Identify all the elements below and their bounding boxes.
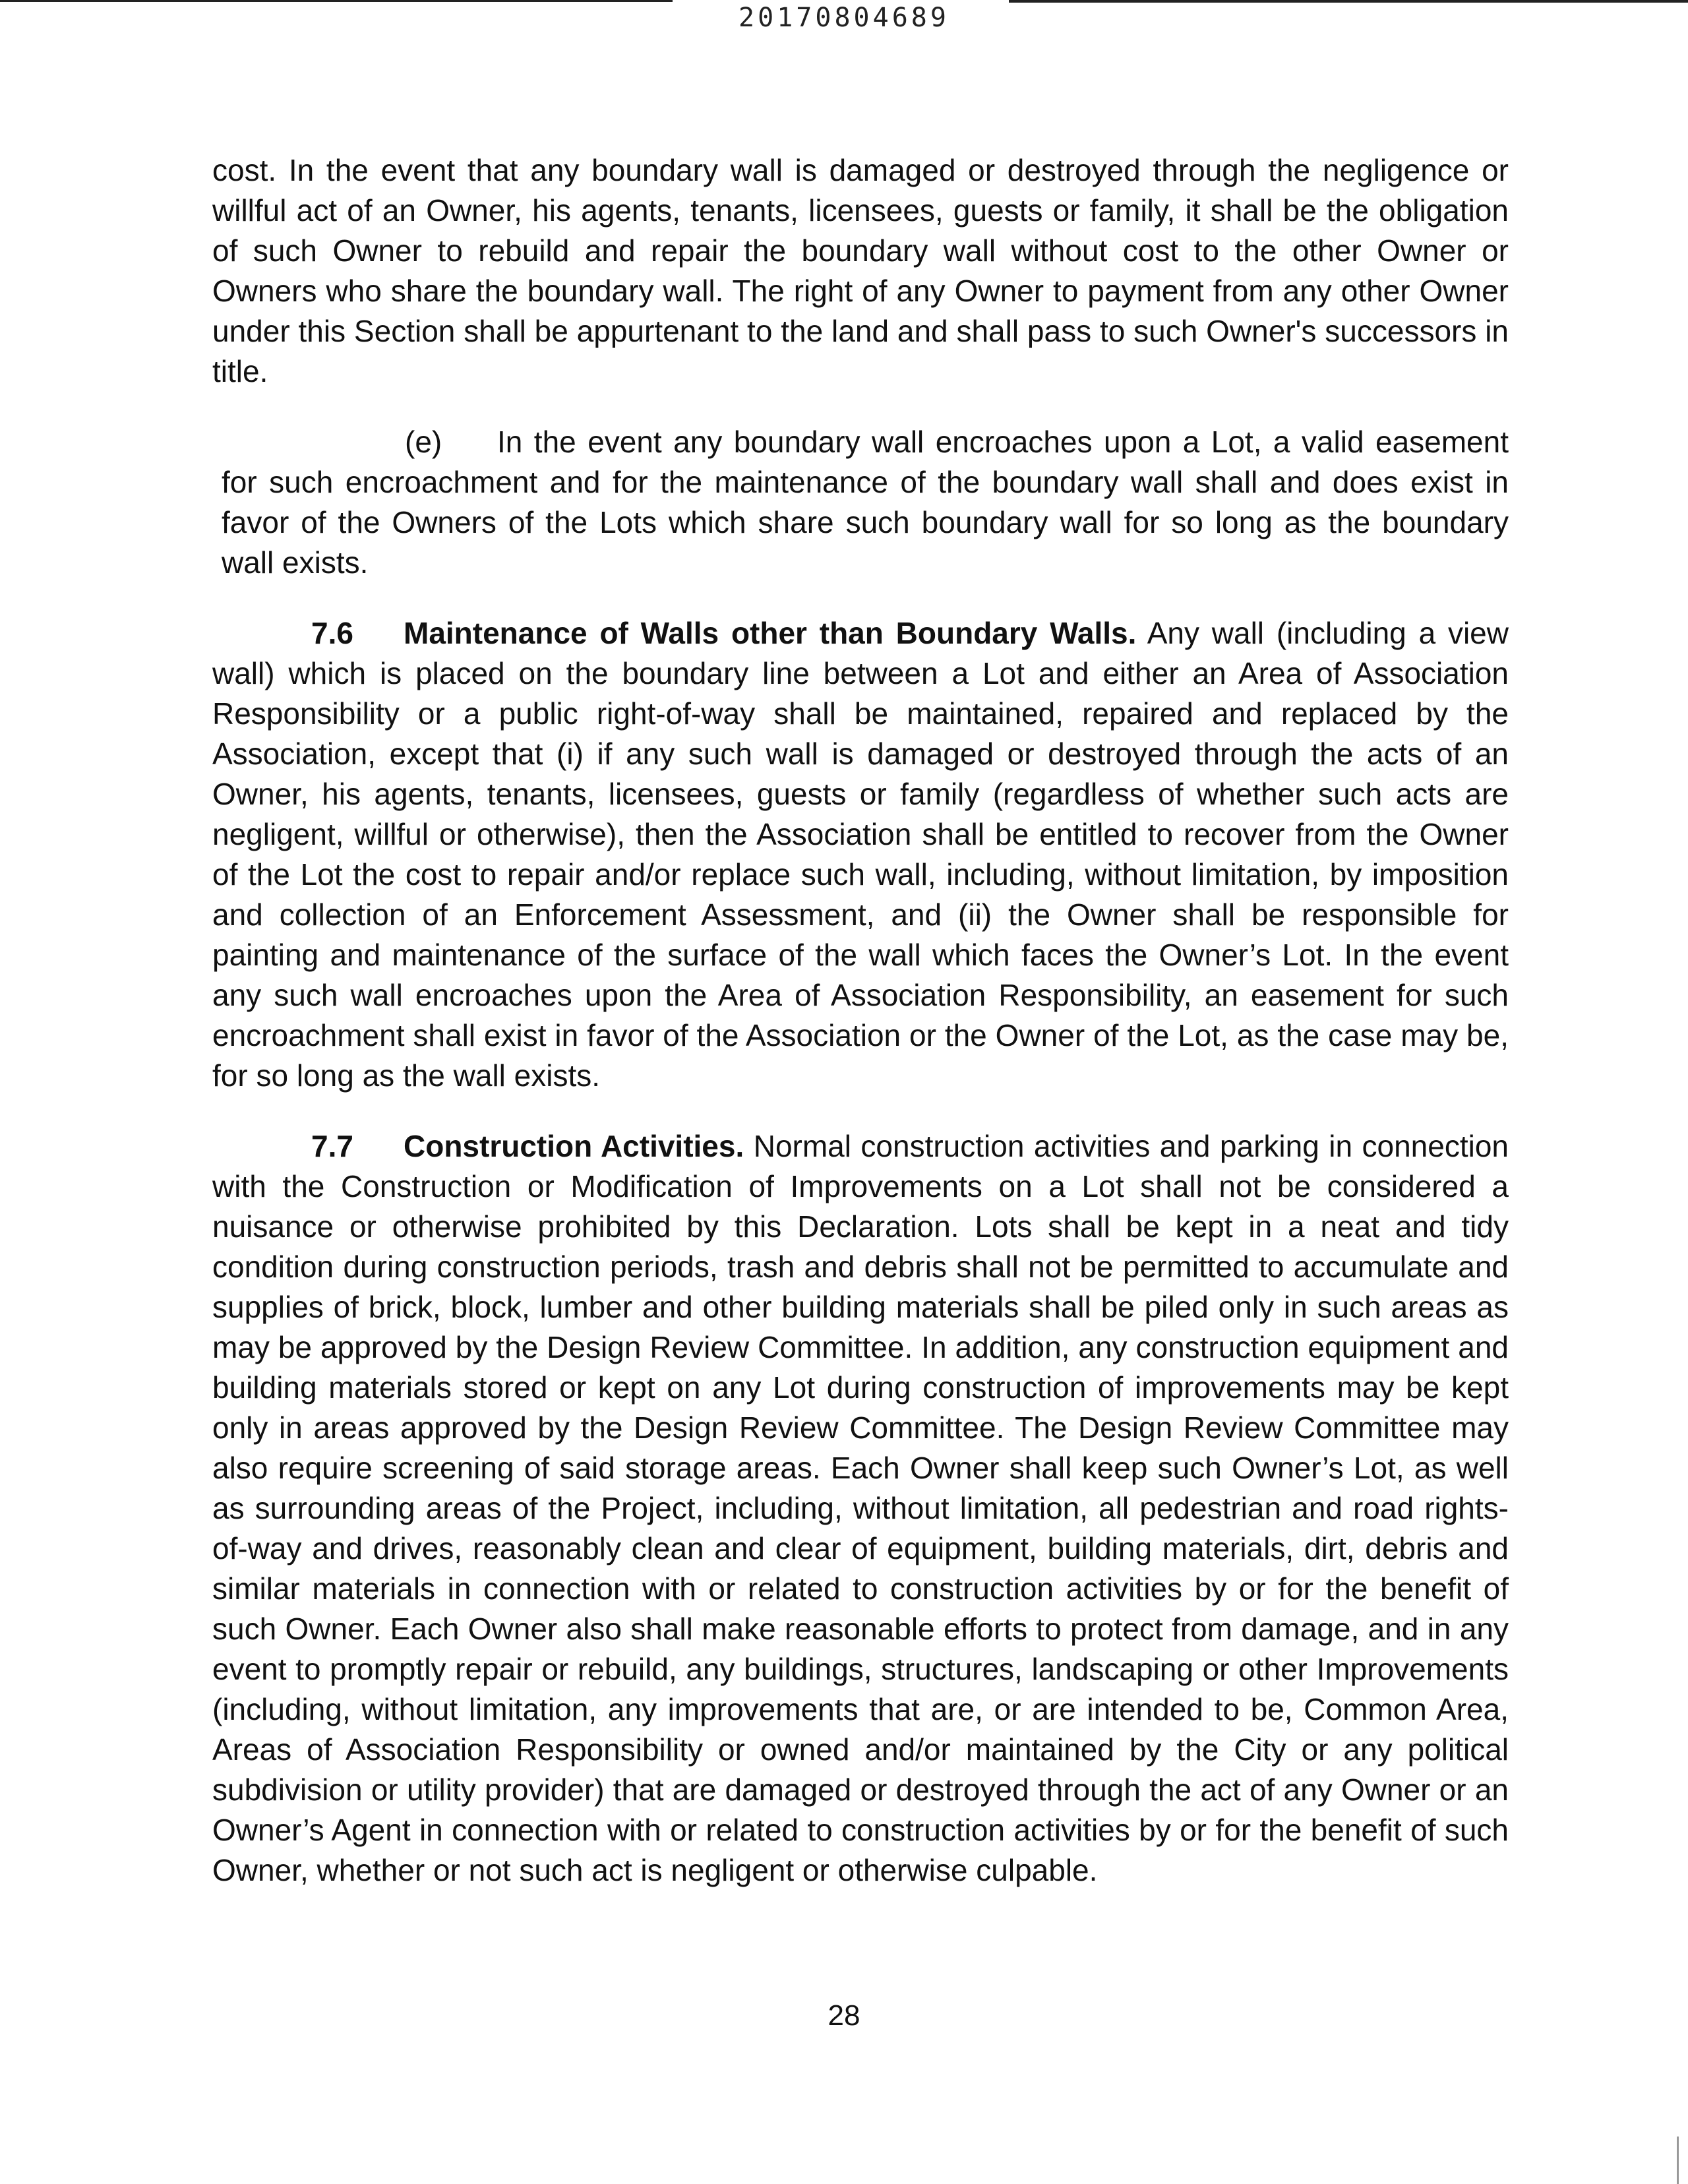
- section-7-6-text: Any wall (including a view wall) which is placed on the boundary line between a Lot and either an Area of Association Responsibility or a public right-of-way shall be maintained, repaired and replaced by the Association, except that (i) if any such wall is damaged or destroyed through the acts of an Owner, his agents, tenants, licensees, guests or family (regardless of whether such acts are negligent, willful or otherwise), then the Association shall be entitled to recover from the Owner of the Lot the cost to repair and/or replace such wall, including, without limitation, by imposition and collection of an Enforcement Assessment, and (ii) the Owner shall be responsible for painting and maintenance of the surface of the wall which faces the Owner’s Lot. In the event any such wall encroaches upon the Area of Association Responsibility, an easement for such encroachment shall exist in favor of the Association or the Owner of the Lot, as the case may be, for so long as the wall exists.: [212, 616, 1509, 1093]
- section-7-7-number: 7.7: [311, 1129, 353, 1163]
- continuation-text: cost. In the event that any boundary wall is damaged or destroyed through the negligence or willful act of an Owner, his agents, tenants, licensees, guests or family, it shall be the obligation of such Owner to rebuild and repair the boundary wall without cost to the other Owner or Owners who share the boundary wall. The right of any Owner to payment from any other Owner under this Section shall be appurtenant to the land and shall pass to such Owner's successors in title.: [212, 153, 1509, 388]
- subsection-e-text: In the event any boundary wall encroaches upon a Lot, a valid easement for such encroachment and for the maintenance of the boundary wall shall and does exist in favor of the Owners of the Lots which share such boundary wall for so long as the boundary wall exists.: [222, 425, 1509, 580]
- section-7-6-title: Maintenance of Walls other than Boundary Walls.: [404, 616, 1137, 650]
- page-number: 28: [828, 1999, 860, 2032]
- section-7-7-paragraph: [212, 1126, 1509, 1891]
- section-7-6-paragraph: [212, 613, 1509, 1096]
- scan-border-left: [0, 0, 673, 2]
- continuation-paragraph: [212, 150, 1509, 392]
- section-7-7-title: Construction Activities.: [404, 1129, 744, 1163]
- section-7-7-text: Normal construction activities and parking in connection with the Construction or Modification of Improvements on a Lot shall not be considered a nuisance or otherwise prohibited by this Declaration. Lots shall be kept in a neat and tidy condition during construction periods, trash and debris shall not be permitted to accumulate and supplies of brick, block, lumber and other building materials shall be piled only in such areas as may be approved by the Design Review Committee. In addition, any construction equipment and building materials stored or kept on any Lot during construction of improvements may be kept only in areas approved by the Design Review Committee. The Design Review Committee may also require screening of said storage areas. Each Owner shall keep such Owner’s Lot, as well as surrounding areas of the Project, including, without limitation, all pedestrian and road rights-of-way and drives, reasonably clean and clear of equipment, building materials, dirt, debris and similar materials in connection with or related to construction activities by or for the benefit of such Owner. Each Owner also shall make reasonable efforts to protect from damage, and in any event to promptly repair or rebuild, any buildings, structures, landscaping or other Improvements (including, without limitation, any improvements that are, or are intended to be, Common Area, Areas of Association Responsibility or owned and/or maintained by the City or any political subdivision or utility provider) that are damaged or destroyed through the act of any Owner or an Owner’s Agent in connection with or related to construction activities by or for the benefit of such Owner, whether or not such act is negligent or otherwise culpable.: [212, 1129, 1509, 1887]
- subsection-e-paragraph: [212, 422, 1509, 583]
- document-number: 20170804689: [738, 3, 950, 33]
- page-body: [212, 150, 1509, 1891]
- subsection-e-label: (e): [405, 425, 442, 459]
- scan-edge-mark: [1677, 2137, 1679, 2184]
- section-7-6-number: 7.6: [311, 616, 353, 650]
